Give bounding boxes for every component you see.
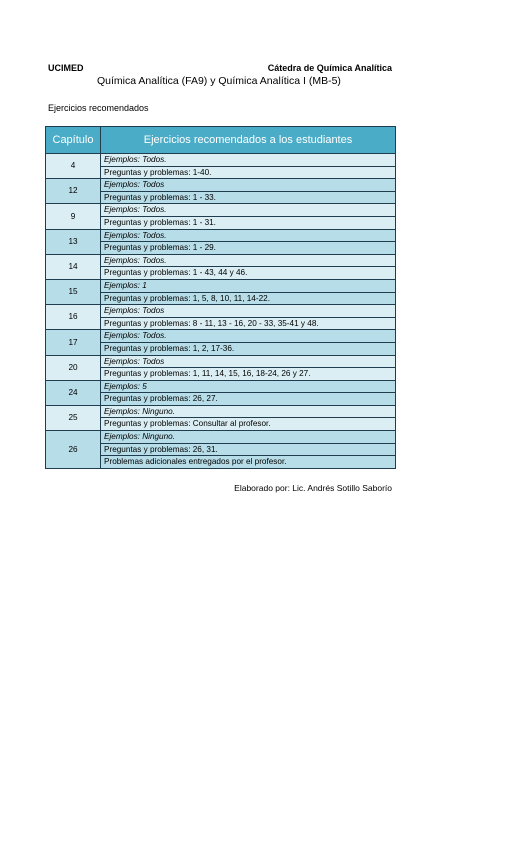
problems-cell: Preguntas y problemas: 26, 27.	[101, 393, 396, 406]
exercises-table	[45, 126, 396, 469]
problems-cell: Preguntas y problemas: 1, 5, 8, 10, 11, 14-22.	[101, 292, 396, 305]
exercises-column-header: Ejercicios recomendados a los estudiantes	[101, 127, 396, 154]
table-row	[46, 330, 396, 343]
problems-cell: Preguntas y problemas: 1-40.	[101, 166, 396, 179]
examples-cell: Ejemplos: Ninguno.	[101, 405, 396, 418]
chapter-cell: 20	[46, 355, 101, 380]
examples-cell: Ejemplos: Todos.	[101, 204, 396, 217]
table-row	[46, 179, 396, 192]
problems-cell: Preguntas y problemas: Consultar al profesor.	[101, 418, 396, 431]
course-subtitle: Química Analítica (FA9) y Química Analítica I (MB-5)	[97, 75, 341, 87]
table-row	[46, 279, 396, 292]
problems-cell: Preguntas y problemas: 1 - 33.	[101, 191, 396, 204]
problems-cell: Problemas adicionales entregados por el profesor.	[101, 456, 396, 469]
chapter-cell: 12	[46, 179, 101, 204]
table-row	[46, 305, 396, 318]
table-header-row	[46, 127, 396, 154]
chapter-column-header: Capítulo	[46, 127, 101, 154]
table-row	[46, 229, 396, 242]
chapter-cell: 4	[46, 154, 101, 179]
examples-cell: Ejemplos: Todos.	[101, 254, 396, 267]
chapter-cell: 17	[46, 330, 101, 355]
table-row	[46, 431, 396, 444]
chapter-cell: 26	[46, 431, 101, 469]
institution-name: UCIMED	[48, 63, 84, 73]
examples-cell: Ejemplos: 5	[101, 380, 396, 393]
chapter-cell: 14	[46, 254, 101, 279]
department-name: Cátedra de Química Analítica	[267, 63, 392, 73]
chapter-cell: 24	[46, 380, 101, 405]
table-row	[46, 380, 396, 393]
examples-cell: Ejemplos: 1	[101, 279, 396, 292]
section-label: Ejercicios recomendados	[48, 103, 149, 113]
examples-cell: Ejemplos: Todos	[101, 179, 396, 192]
chapter-cell: 13	[46, 229, 101, 254]
table-row	[46, 154, 396, 167]
examples-cell: Ejemplos: Todos.	[101, 154, 396, 167]
chapter-cell: 9	[46, 204, 101, 229]
examples-cell: Ejemplos: Todos.	[101, 330, 396, 343]
table-row	[46, 355, 396, 368]
author-credit: Elaborado por: Lic. Andrés Sotillo Saborío	[234, 483, 392, 493]
table-body	[46, 154, 396, 469]
table-row	[46, 405, 396, 418]
examples-cell: Ejemplos: Ninguno.	[101, 431, 396, 444]
examples-cell: Ejemplos: Todos.	[101, 229, 396, 242]
table-row	[46, 204, 396, 217]
problems-cell: Preguntas y problemas: 1 - 43, 44 y 46.	[101, 267, 396, 280]
problems-cell: Preguntas y problemas: 1 - 29.	[101, 242, 396, 255]
examples-cell: Ejemplos: Todos	[101, 355, 396, 368]
examples-cell: Ejemplos: Todos	[101, 305, 396, 318]
chapter-cell: 25	[46, 405, 101, 430]
problems-cell: Preguntas y problemas: 8 - 11, 13 - 16, 20 - 33, 35-41 y 48.	[101, 317, 396, 330]
table-row	[46, 254, 396, 267]
problems-cell: Preguntas y problemas: 1, 2, 17-36.	[101, 342, 396, 355]
chapter-cell: 16	[46, 305, 101, 330]
problems-cell: Preguntas y problemas: 1 - 31.	[101, 216, 396, 229]
problems-cell: Preguntas y problemas: 26, 31.	[101, 443, 396, 456]
problems-cell: Preguntas y problemas: 1, 11, 14, 15, 16, 18-24, 26 y 27.	[101, 368, 396, 381]
chapter-cell: 15	[46, 279, 101, 304]
